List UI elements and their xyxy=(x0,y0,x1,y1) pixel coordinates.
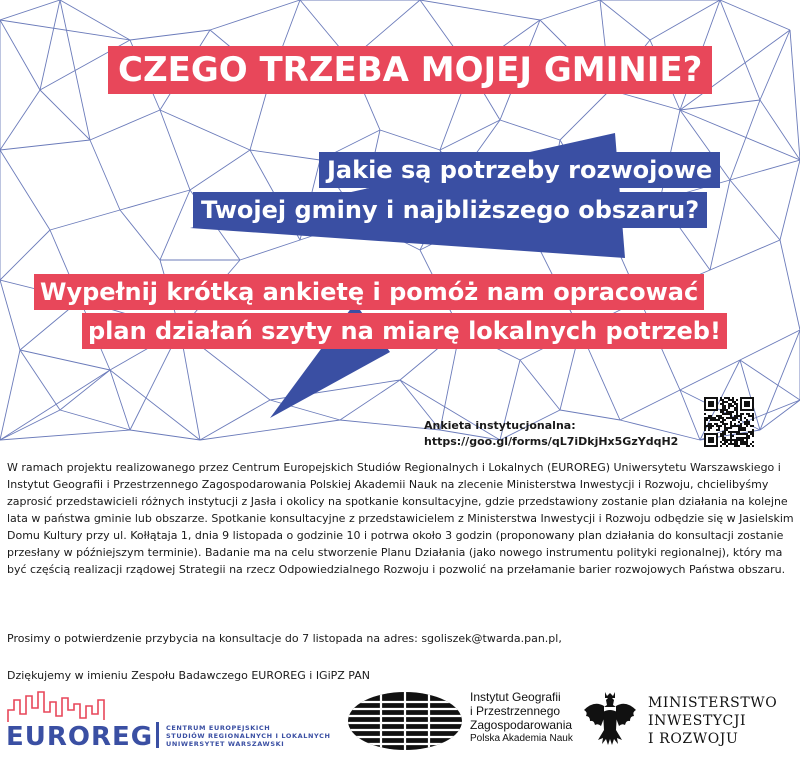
city-skyline-icon xyxy=(6,688,156,724)
mesh-line xyxy=(740,330,800,360)
igipz-name xyxy=(470,690,573,746)
mesh-line xyxy=(380,130,440,150)
mesh-line xyxy=(50,210,120,230)
globe-icon xyxy=(346,690,464,752)
mesh-line xyxy=(560,90,610,140)
call-to-action-line-2: plan działań szyty na miarę lokalnych potrzeb! xyxy=(82,313,727,349)
mesh-line xyxy=(420,0,540,20)
mesh-line xyxy=(60,0,130,40)
survey-info xyxy=(424,418,678,450)
logo-divider xyxy=(156,722,159,748)
euroreg-subtitle-line: CENTRUM EUROPEJSKICH xyxy=(166,724,271,732)
mesh-line xyxy=(110,370,130,430)
mesh-line xyxy=(190,150,250,190)
ministry-name xyxy=(648,694,777,748)
mesh-line xyxy=(600,0,650,40)
euroreg-subtitle-line: STUDIÓW REGIONALNYCH I LOKALNYCH xyxy=(166,732,331,740)
confirmation-request: Prosimy o potwierdzenie przybycia na konsultacje do 7 listopada na adres: sgoliszek@twarda.pan.pl, xyxy=(7,632,562,645)
mesh-line xyxy=(90,140,120,210)
mesh-line xyxy=(0,230,50,280)
mesh-line xyxy=(240,240,300,260)
mesh-line xyxy=(90,110,160,140)
survey-label: Ankieta instytucjonalna: xyxy=(424,419,576,432)
mesh-line xyxy=(780,160,800,240)
eagle-emblem-icon xyxy=(581,690,639,754)
invitation-paragraph: W ramach projektu realizowanego przez Centrum Europejskich Studiów Regionalnych i Lokalnych (EUROREG) Uniwersytetu Warszawskiego i Instytut Geografii i Przestrzennego Zagospodarowania Polskiej Akademii Nauk na zlecenie Ministerstwa Inwestycji i Rozwoju, chcielibyśmy zaprosić przedstawicieli różnych instytucji z Jasła i okolicy na spotkanie konsultacyjne, gdzie przedstawiony zostanie plan działania na kolejne lata w państwa gminie lub obszarze. Spotkanie konsultacyjne z przedstawicielem z Ministerstwa Inwestycji i Rozwoju odbędzie się w Jasielskim Domu Kultury przy ul. Kołłątaja 1, dnia 9 listopada o godzinie 10 i potrwa około 3 godzin (proponowany plan działania do konsultacji zostanie przesłany w późniejszym terminie). Badanie ma na celu stworzenie Planu Działania (jako nowego instrumentu polityki regionalnej), który ma być częścią realizacji rządowej Strategii na rzecz Odpowiedzialnego Rozwoju i pozwolić na przełamanie barier rozwojowych Państwa obszaru. xyxy=(7,461,794,576)
survey-link[interactable]: https://goo.gl/forms/qL7iDkjHx5GzYdqH2 xyxy=(424,435,679,448)
euroreg-subtitle xyxy=(166,724,331,748)
mesh-line xyxy=(0,370,110,440)
qr-code-icon[interactable] xyxy=(704,397,754,447)
mesh-line xyxy=(740,360,800,400)
mesh-line xyxy=(200,420,340,440)
mesh-line xyxy=(0,430,130,440)
mesh-line xyxy=(780,240,800,330)
mesh-line xyxy=(160,110,190,190)
mesh-line xyxy=(160,110,250,150)
mesh-line xyxy=(160,190,190,260)
invitation-text xyxy=(7,459,797,578)
page-title: CZEGO TRZEBA MOJEJ GMINIE? xyxy=(108,46,712,94)
mesh-line xyxy=(120,190,190,210)
mesh-line xyxy=(20,350,110,370)
mesh-line xyxy=(760,100,800,160)
thanks-note: Dziękujemy w imieniu Zespołu Badawczego EUROREG i IGiPZ PAN xyxy=(7,669,370,682)
mesh-line xyxy=(730,160,800,180)
mesh-line xyxy=(680,390,700,440)
mesh-line xyxy=(40,0,60,90)
question-line-2: Twojej gminy i najbliższego obszaru? xyxy=(193,192,707,228)
ministry-line: MINISTERSTWO xyxy=(648,695,778,711)
igipz-line: Zagospodarowania xyxy=(470,718,573,732)
mesh-line xyxy=(0,20,40,90)
mesh-line xyxy=(0,350,20,440)
mesh-line xyxy=(130,30,210,40)
mesh-line xyxy=(0,140,90,150)
mesh-line xyxy=(60,370,110,410)
mesh-line xyxy=(440,120,500,150)
mesh-line xyxy=(730,100,760,180)
mesh-line xyxy=(60,410,130,430)
mesh-line xyxy=(40,90,90,140)
mesh-line xyxy=(540,0,600,20)
euroreg-subtitle-line: UNIWERSYTET WARSZAWSKI xyxy=(166,740,285,748)
mesh-line xyxy=(710,180,730,270)
mesh-line xyxy=(20,350,60,410)
mesh-line xyxy=(250,150,320,160)
mesh-line xyxy=(680,360,740,390)
mesh-line xyxy=(710,240,780,270)
mesh-line xyxy=(520,360,560,410)
mesh-line xyxy=(0,90,40,150)
ministry-line: I ROZWOJU xyxy=(648,731,739,747)
euroreg-logo xyxy=(6,688,336,750)
mesh-line xyxy=(60,0,90,140)
igipz-line: Polska Akademia Nauk xyxy=(470,733,573,744)
ministry-line: INWESTYCJI xyxy=(648,713,747,729)
mesh-line xyxy=(500,120,560,140)
mesh-line xyxy=(340,380,400,420)
mesh-line xyxy=(120,210,160,260)
mesh-line xyxy=(0,280,20,350)
mesh-line xyxy=(620,390,680,420)
euroreg-wordmark: EUROREG xyxy=(6,722,154,752)
mesh-line xyxy=(0,0,60,20)
mesh-line xyxy=(730,180,780,240)
call-to-action-line-1: Wypełnij krótką ankietę i pomóż nam opracować xyxy=(34,274,704,310)
igipz-line: i Przestrzennego xyxy=(470,704,561,718)
mesh-line xyxy=(790,30,800,160)
mesh-line xyxy=(0,150,50,230)
igipz-line: Instytut Geografii xyxy=(470,690,561,704)
question-line-1: Jakie są potrzeby rozwojowe xyxy=(319,152,720,188)
mesh-line xyxy=(650,0,720,40)
mesh-line xyxy=(200,400,270,440)
mesh-line xyxy=(210,0,300,30)
mesh-line xyxy=(0,410,60,440)
